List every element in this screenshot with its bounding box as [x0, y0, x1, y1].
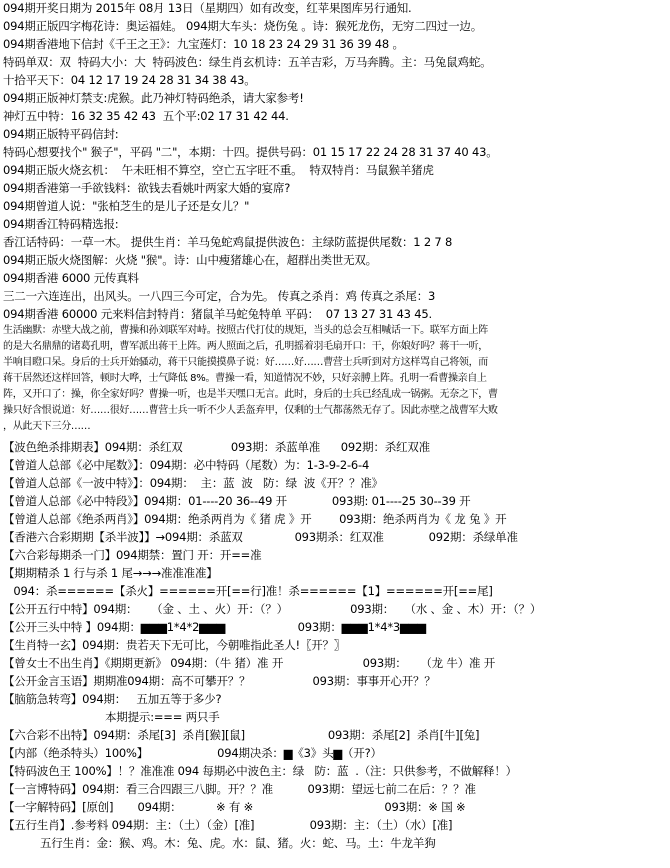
text-line: 【六合彩每期杀一门】094期禁：置门 开：开==准 [3, 548, 262, 562]
text-line: 094期香港地下信封《千王之王》：九宝莲灯：10 18 23 24 29 31 36 39 48 。 [3, 37, 404, 51]
text-line: 神灯五中特：16 32 35 42 43 五个平:02 17 31 42 44. [3, 109, 289, 123]
text-line: 【五行生肖】.参考料 094期：主：（土）（金）[准] 093期：主：（土）（水）[准] [3, 818, 453, 832]
text-line: 094期香港 6000 元传真料 [3, 271, 139, 285]
text-line: 094：杀======【杀火】======开[==行]准！杀======【1】======开[==尾] [3, 584, 493, 598]
text-line: 【生肖特一玄】094期：贵若天下无可比，今朝唯指此圣人!〖开？〗 [3, 638, 346, 652]
text-line: 094期正版特平码信封: [3, 127, 119, 141]
text-line: 094期正版神灯禁支:虎猴。此乃神灯特码绝杀，请大家参考! [3, 91, 304, 105]
text-line: 094期开奖日期为 2015年 08月 13日（星期四）如有改变，红苹果图库另行通知. [3, 1, 412, 15]
text-line: 【公开三头中特 】094期：▆▆▆1*4*2▆▆▆ 093期：▆▆▆1*4*3▆▆▆ [3, 620, 426, 634]
humor-paragraph-line: 阵，又开口了：操，你全家好吗？曹操一听，也是半天嘿口无言。此时，身后的士兵已经乱成一锅粥。无奈之下，曹 [3, 389, 498, 400]
text-line: 【曾道人总部《绝杀两肖》】094期：绝杀两肖为《 猪 虎 》开 093期：绝杀两肖为《 龙 兔 》开 [3, 512, 507, 526]
text-line: 094期香港第一手欲钱料：欲钱去看姚叶两家大婚的宴席? [3, 181, 291, 195]
text-line: 【曾道人总部《必中特段》】094期：01----20 36--49 开 093期: 01----25 30--39 开 [3, 494, 471, 508]
humor-paragraph-line: 操只好含恨说道：好……很好……曹营士兵一听不少人丢盔弃甲，仅剩的士气都荡然无存了。因此赤壁之战曹军大败 [3, 405, 498, 416]
text-line: 094期正版火烧图解：火烧 "猴"。诗：山中瘦猪雄心在，超群出类世无双。 [3, 253, 377, 267]
humor-paragraph-line: 蒋干居然还这样回答，顿时大哗，士气降低 8%。曹操一看，知道情况不妙，只好亲膊上阵。孔明一看曹操亲自上 [3, 373, 487, 384]
text-line: 香江话特码：一草一木。 提供生肖：羊马兔蛇鸡鼠提供波色：主绿防蓝提供尾数：1 2 7 8 [3, 235, 453, 249]
text-line: 【曾道人总部《必中尾数》】：094期：必中特码（尾数）为：1-3-9-2-6-4 [3, 458, 370, 472]
humor-paragraph-line: 的是大名鼎鼎的诸葛孔明，曹军派出蒋干上阵。两人照面之后，孔明摇着羽毛扇开口：干，你娘好吗？蒋干一听， [3, 341, 488, 352]
text-line: 【公开金言玉语】期期准094期：高不可攀开？？ 093期：事事开心开？？ [3, 674, 436, 688]
text-line: 【曾女士不出生肖】《期期更新》 094期：（牛 猪）准 开 093期： （龙 牛）准 开 [3, 656, 496, 670]
text-line: 【曾道人总部《一波中特》】：094期： 主：蓝 波 防：绿 波《开？？准》 [3, 476, 383, 490]
text-line: 特码单双：双 特码大小：大 特码波色：绿生肖玄机诗：五羊吉彩，万马奔腾。主：马兔鼠鸡蛇。 [3, 55, 492, 69]
text-line: 【一言博特码】094期：看三合四跟三八脚。开？？准 093期：望远七前二在后：？？准 [3, 782, 476, 796]
text-line: 特码心想要找个" 猴子"，平码 "二"，本期：十四。提供号码：01 15 17 22 24 28 31 37 40 43。 [3, 145, 498, 159]
text-line: 五行生肖：金：猴、鸡。木：兔、虎。水：鼠、猪。火：蛇、马。土：牛龙羊狗 [40, 836, 436, 850]
text-line: 094期正版火烧玄机： 午未旺相不算空，空亡五字旺不重。 特双特肖：马鼠猴羊猪虎 [3, 163, 434, 177]
text-line: 【香港六合彩期期【杀半波】】→094期：杀蓝双 093期杀：红双准 092期：杀绿单准 [3, 530, 518, 544]
text-line: 【公开五行中特】094期： （金 、土 、火）开：（？） 093期： （水 、金 、木）开：（？） [3, 602, 542, 616]
humor-paragraph-line: ，从此天下三分…… [3, 421, 91, 432]
text-line: 【内部（绝杀特头）100%】 094期决杀：▆《3》头▆（开?） [3, 746, 382, 760]
text-line: 094期香江特码精选报: [3, 217, 119, 231]
text-line: 094期香港 60000 元来料信封特肖：猪鼠羊马蛇兔特单 平码： 07 13 27 31 43 45. [3, 307, 432, 321]
text-line: 094期正版四字梅花诗：奥运福娃。 094期大车头：烧伤兔 。诗：猴死龙伤，无穷二四过一边。 [3, 19, 483, 33]
text-line: 【脑筋急转弯】094期： 五加五等于多少? [3, 692, 222, 706]
text-line: 【波色绝杀排期表】094期：杀红双 093期：杀蓝单准 092期：杀红双准 [3, 440, 430, 454]
text-line: 【一字解特码】[原创] 094期： ※ 有 ※ 093期：※ 国 ※ [3, 800, 466, 814]
text-line: 【六合彩不出特】094期：杀尾[3] 杀肖[猴][鼠] 093期：杀尾[2] 杀肖[牛][兔] [3, 728, 480, 742]
humor-paragraph-line: 生活幽默：赤壁大战之前，曹操和孙刘联军对峙。按照古代打仗的规矩，当头的总会互相喊话一下。联军方面上阵 [3, 325, 488, 336]
text-line: 十拾平天下：04 12 17 19 24 28 31 34 38 43。 [3, 73, 256, 87]
text-line: 094期曾道人说："张柏芝生的是儿子还是女儿？" [3, 199, 250, 213]
text-line: 本期提示:=== 两只手 [105, 710, 220, 724]
text-line: 【特码波色王 100%】！？准准准 094 每期必中波色主：绿 防：蓝 .（注：只供参考，不做解释！） [3, 764, 517, 778]
text-line: 三二一六连连出，出风头。一八四三今可定，合为先。 传真之杀肖：鸡 传真之杀尾：3 [3, 289, 436, 303]
humor-paragraph-line: 半响目瞪口呆。身后的士兵开始骚动，蒋干只能摸摸鼻子说：好……好……曹营士兵听到对方这样骂自己将领，而 [3, 357, 488, 368]
text-line: 【期期精杀 1 行与杀 1 尾→→→准准准准】 [3, 566, 218, 580]
